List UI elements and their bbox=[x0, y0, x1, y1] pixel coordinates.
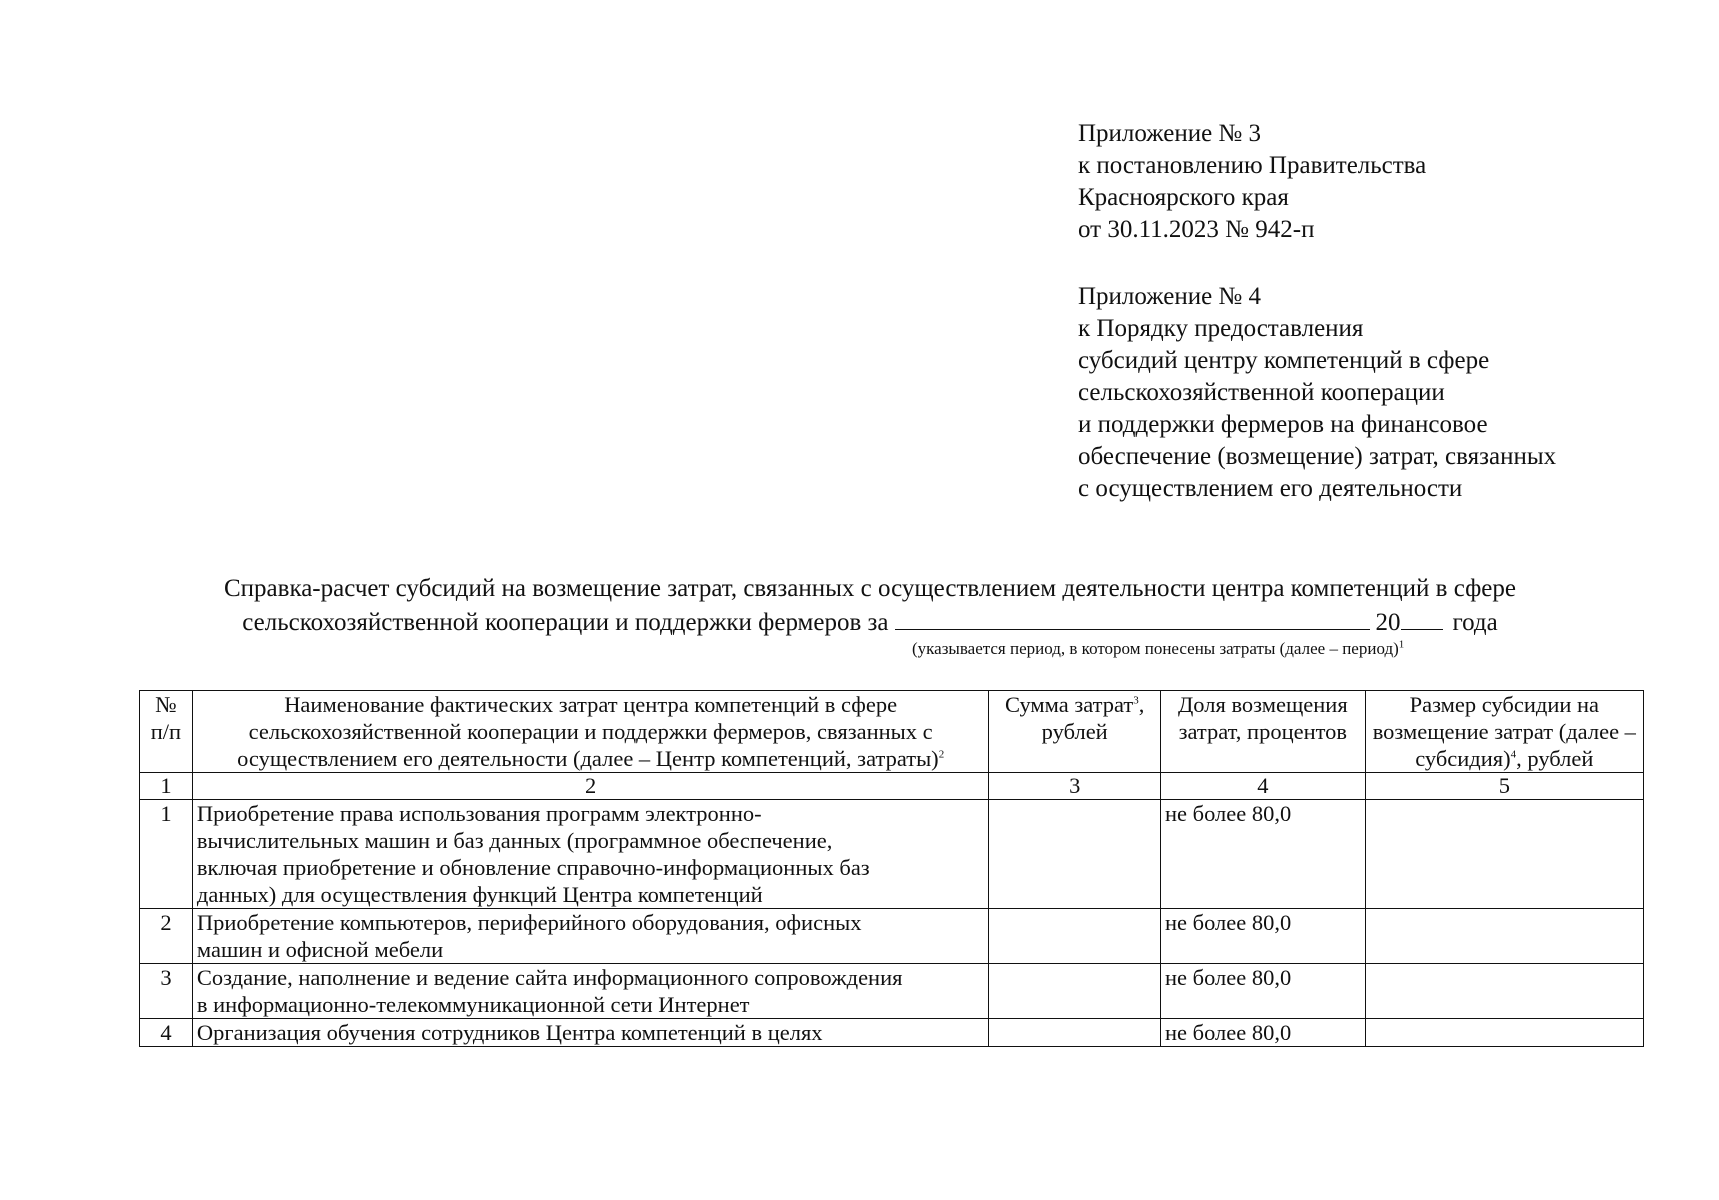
row-number: 3 bbox=[140, 964, 193, 1019]
appendix-3-block bbox=[1078, 118, 1426, 246]
header-amount bbox=[989, 691, 1161, 773]
row-subsidy-cell[interactable] bbox=[1365, 800, 1643, 909]
table-row bbox=[140, 800, 1644, 909]
appendix-3-line: Красноярского края bbox=[1078, 184, 1289, 211]
row-expense-line: вычислительных машин и баз данных (программное обеспечение, bbox=[196, 828, 833, 853]
appendix-3-line: к постановлению Правительства bbox=[1078, 152, 1427, 179]
row-share: не более 80,0 bbox=[1161, 909, 1366, 964]
row-expense-name bbox=[192, 800, 989, 909]
table-header-row bbox=[140, 691, 1644, 773]
footnote-mark: 2 bbox=[938, 748, 945, 761]
year-prefix: 20 bbox=[1375, 609, 1401, 636]
row-expense-line: Приобретение права использования программ электронно- bbox=[196, 801, 762, 826]
header-amount-text: Сумма затрат bbox=[1005, 692, 1134, 717]
row-amount-cell[interactable] bbox=[989, 909, 1161, 964]
row-share: не более 80,0 bbox=[1161, 1019, 1366, 1047]
appendix-4-line: сельскохозяйственной кооперации bbox=[1078, 379, 1445, 406]
footnote-mark: 1 bbox=[1398, 638, 1405, 651]
footnote-mark: 4 bbox=[1510, 748, 1517, 761]
title-line-2-text: сельскохозяйственной кооперации и поддержки фермеров за bbox=[242, 609, 889, 636]
header-subsidy-text: Размер субсидии на возмещение затрат (далее – субсидия) bbox=[1372, 692, 1636, 771]
header-subsidy bbox=[1365, 691, 1643, 773]
row-amount-cell[interactable] bbox=[989, 800, 1161, 909]
header-amount-unit: , рублей bbox=[1041, 692, 1145, 744]
appendix-4-line: Приложение № 4 bbox=[1078, 283, 1262, 310]
period-blank-line[interactable] bbox=[895, 605, 1370, 630]
row-expense-line: данных) для осуществления функций Центра компетенций bbox=[196, 882, 763, 907]
title-line-2 bbox=[100, 605, 1640, 639]
row-subsidy-cell[interactable] bbox=[1365, 909, 1643, 964]
header-subsidy-unit: , рублей bbox=[1516, 746, 1594, 771]
row-amount-cell[interactable] bbox=[989, 964, 1161, 1019]
title-line-2-end: года bbox=[1452, 609, 1498, 636]
column-number: 1 bbox=[140, 773, 193, 800]
table-row bbox=[140, 1019, 1644, 1047]
header-number: № п/п bbox=[140, 691, 193, 773]
appendix-4-block bbox=[1078, 281, 1556, 505]
appendix-4-line: и поддержки фермеров на финансовое bbox=[1078, 411, 1488, 438]
row-number: 2 bbox=[140, 909, 193, 964]
calculation-table bbox=[139, 690, 1644, 1047]
appendix-3-line: Приложение № 3 bbox=[1078, 120, 1262, 147]
period-note bbox=[912, 639, 1404, 659]
row-number: 4 bbox=[140, 1019, 193, 1047]
row-amount-cell[interactable] bbox=[989, 1019, 1161, 1047]
row-expense-name bbox=[192, 1019, 989, 1047]
column-number: 3 bbox=[989, 773, 1161, 800]
column-number-row bbox=[140, 773, 1644, 800]
footnote-mark: 3 bbox=[1133, 694, 1139, 707]
row-expense-line: Организация обучения сотрудников Центра компетенций в целях bbox=[196, 1020, 823, 1045]
column-number: 4 bbox=[1161, 773, 1366, 800]
header-expense-name-text: Наименование фактических затрат центра компетенций в сфере сельскохозяйственной кооперации и поддержки фермеров, связанных с осуществлением его деятельности (далее – Центр компетенций, затраты) bbox=[237, 692, 939, 771]
column-number: 2 bbox=[192, 773, 989, 800]
period-note-text: (указывается период, в котором понесены затраты (далее – период) bbox=[912, 639, 1399, 658]
row-share: не более 80,0 bbox=[1161, 800, 1366, 909]
document-title bbox=[100, 573, 1640, 639]
row-expense-line: включая приобретение и обновление справочно-информационных баз bbox=[196, 855, 870, 880]
row-subsidy-cell[interactable] bbox=[1365, 964, 1643, 1019]
table-row bbox=[140, 964, 1644, 1019]
row-expense-line: машин и офисной мебели bbox=[196, 937, 444, 962]
row-share: не более 80,0 bbox=[1161, 964, 1366, 1019]
row-expense-line: Приобретение компьютеров, периферийного оборудования, офисных bbox=[196, 910, 862, 935]
appendix-4-line: с осуществлением его деятельности bbox=[1078, 475, 1463, 502]
row-expense-name bbox=[192, 964, 989, 1019]
appendix-4-line: к Порядку предоставления bbox=[1078, 315, 1364, 342]
row-expense-line: Создание, наполнение и ведение сайта информационного сопровождения bbox=[196, 965, 903, 990]
title-line-1: Справка-расчет субсидий на возмещение затрат, связанных с осуществлением деятельности центра компетенций в сфере bbox=[223, 575, 1516, 602]
table-row bbox=[140, 909, 1644, 964]
appendix-4-line: субсидий центру компетенций в сфере bbox=[1078, 347, 1490, 374]
row-subsidy-cell[interactable] bbox=[1365, 1019, 1643, 1047]
appendix-4-line: обеспечение (возмещение) затрат, связанных bbox=[1078, 443, 1557, 470]
year-blank-line[interactable] bbox=[1401, 605, 1443, 630]
row-number: 1 bbox=[140, 800, 193, 909]
header-share: Доля возмещения затрат, процентов bbox=[1161, 691, 1366, 773]
appendix-3-line: от 30.11.2023 № 942-п bbox=[1078, 216, 1315, 243]
header-expense-name bbox=[192, 691, 989, 773]
row-expense-name bbox=[192, 909, 989, 964]
column-number: 5 bbox=[1365, 773, 1643, 800]
row-expense-line: в информационно-телекоммуникационной сети Интернет bbox=[196, 992, 750, 1017]
